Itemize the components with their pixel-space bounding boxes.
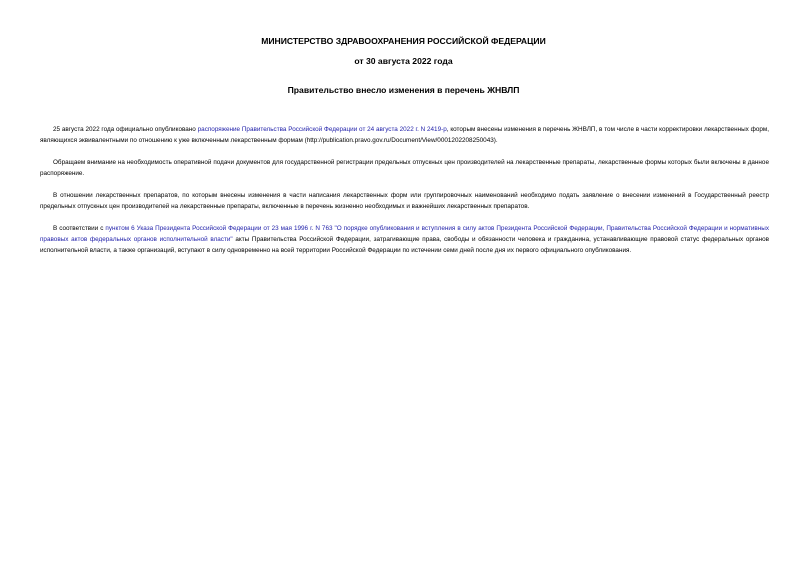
ministry-heading: МИНИСТЕРСТВО ЗДРАВООХРАНЕНИЯ РОССИЙСКОЙ ФЕДЕРАЦИИ <box>261 36 546 46</box>
presidential-decree-763-link[interactable]: пунктом 6 Указа Президента Российской Федерации от 23 мая 1996 г. N 763 "О порядке опубликования и вступления в силу актов Президента Российской Федерации, Правительства Российской Федерации и нормативных правовых актов федеральных органов исполнительной власти" <box>40 225 769 243</box>
paragraph-4-text-start: В соответствии с <box>53 225 106 232</box>
paragraph-1-text-start: 25 августа 2022 года официально опубликовано <box>53 126 198 133</box>
document-body <box>40 124 769 267</box>
decree-2419-link[interactable]: распоряжение Правительства Российской Федерации от 24 августа 2022 г. N 2419-р <box>197 126 447 133</box>
paragraph-3-text: В отношении лекарственных препаратов, по которым внесены изменения в части написания лекарственных форм или группировочных наименований необходимо подать заявление о внесении изменений в Государственный реестр предельных отпускных цен производителей на лекарственные препараты, включенные в перечень жизненно необходимых и важнейших лекарственных препаратов. <box>40 192 769 210</box>
paragraph-1 <box>40 124 769 146</box>
paragraph-1-text-end: , которым внесены изменения в перечень ЖНВЛП, в том числе в части корректировки лекарственных форм, являющихся эквивалентными по отношению к уже включенным лекарственным формам (http://publication.pravo.gov.ru/Document/View/0001202208250043). <box>40 126 770 144</box>
paragraph-3 <box>40 190 769 212</box>
paragraph-2 <box>40 157 769 179</box>
paragraph-4-text-end: акты Правительства Российской Федерации, затрагивающие права, свободы и обязанности человека и гражданина, устанавливающие правовой статус федеральных органов исполнительной власти, а также организаций, вступают в силу одновременно на всей территории Российской Федерации по истечении семи дней после дня их первого официального опубликования. <box>40 236 769 254</box>
document-date: от 30 августа 2022 года <box>354 56 453 66</box>
document-title: Правительство внесло изменения в перечень ЖНВЛП <box>287 85 520 95</box>
paragraph-2-text: Обращаем внимание на необходимость оперативной подачи документов для государственной регистрации предельных отпускных цен производителей на лекарственные препараты, лекарственные формы которых были включены в данное распоряжение. <box>40 159 769 177</box>
paragraph-4 <box>40 223 769 256</box>
